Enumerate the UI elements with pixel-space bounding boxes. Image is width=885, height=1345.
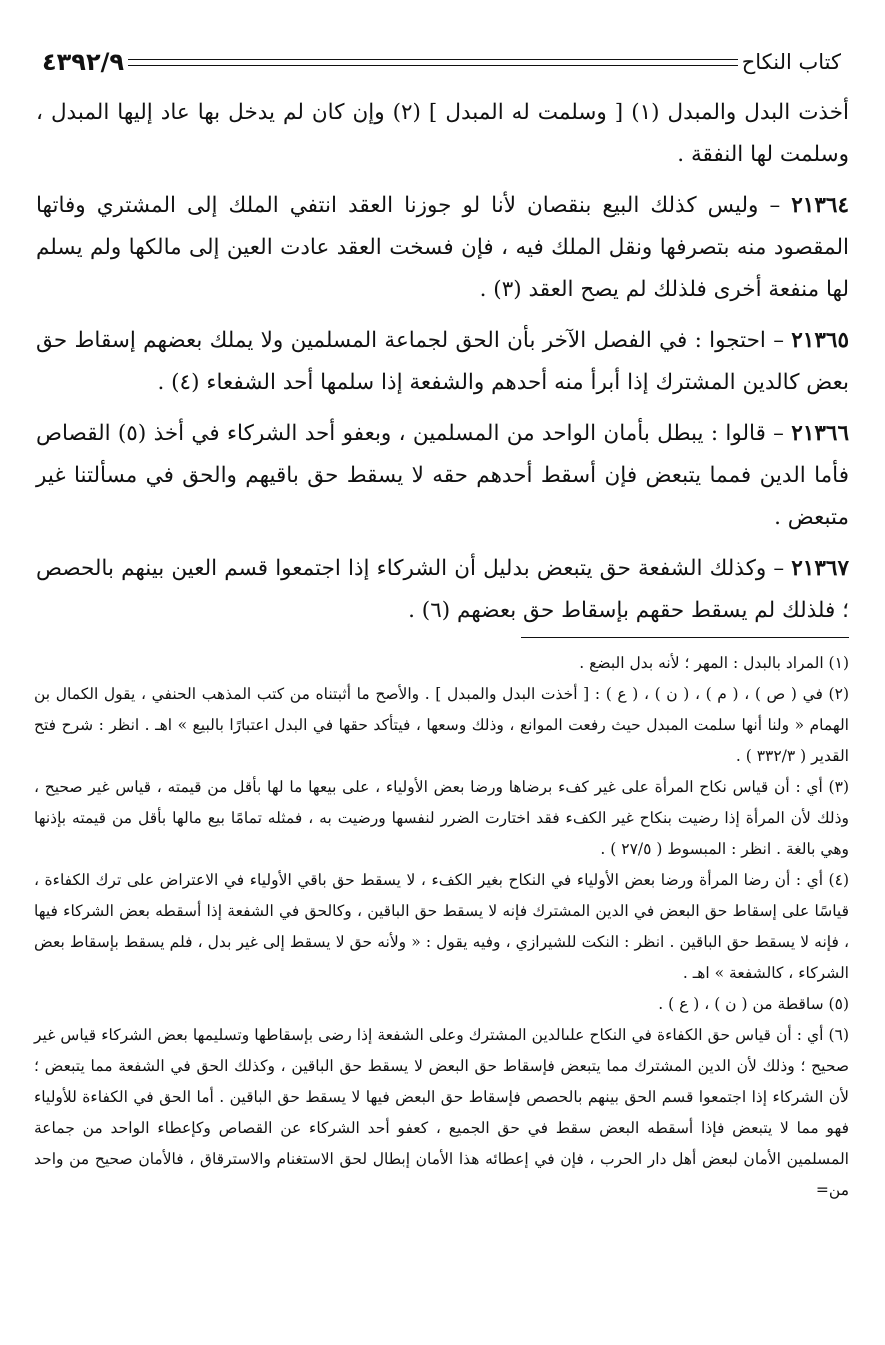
paragraph	[36, 92, 849, 176]
footnote: (٥) ساقطة من ( ن ) ، ( ع ) .	[658, 995, 849, 1013]
paragraph	[36, 185, 849, 311]
paragraph-number: ٢١٣٦٦	[791, 421, 850, 446]
footnote: (٤) أي : أن رضا المرأة ورضا بعض الأولياء في النكاح بغير الكفء ، لا يسقط حق باقي الأولياء في الاعتراض على ترك الكفاءة ، قياسًا على إسقاط حق البعض في الدين المشترك فإنه لا يسقط حق الباقين ، وكالحق في الشفعة إذا أسقطه بعض الشركاء فيها ، فإنه لا يسقط حق الباقين . انظر : النكت للشيرازي ، وفيه يقول : « ولأنه حق لا يسقط إلى غير بدل ، فلم يسقط بإسقاط بعض الشركاء ، كالشفعة » اهـ .	[34, 871, 849, 982]
paragraph-number: ٢١٣٦٧	[791, 556, 849, 581]
footnote-divider	[521, 637, 849, 638]
header-rule	[128, 59, 738, 66]
paragraph-text: – احتجوا : في الفصل الآخر بأن الحق لجماعة المسلمين ولا يملك بعضهم إسقاط حق بعض كالدين المشترك إذا أبرأ منه أحدهم والشفعة إذا سلمها أحد الشفعاء (٤) .	[36, 328, 849, 395]
paragraph	[36, 548, 849, 632]
paragraph-text: – قالوا : يبطل بأمان الواحد من المسلمين ، وبعفو أحد الشركاء في أخذ (٥) القصاص فأما الدين فمما يتبعض فإن أسقط أحدهم حقه لا يسقط حق باقيهم والحق في مسألتنا غير متبعض .	[36, 421, 849, 530]
footnote: (١) المراد بالبدل : المهر ؛ لأنه بدل البضع .	[579, 654, 849, 672]
paragraph-number: ٢١٣٦٤	[791, 193, 849, 218]
paragraph-text: – وليس كذلك البيع بنقصان لأنا لو جوزنا العقد انتفي الملك إلى المشتري وفاتها المقصود منه بتصرفها ونقل الملك فيه ، فإن فسخت العقد عادت العين إلى مالكها ولم يسلم لها منفعة أخرى فلذلك لم يصح العقد (٣) .	[36, 193, 849, 302]
footnote: (٢) في ( ص ) ، ( م ) ، ( ن ) ، ( ع ) : [ أخذت البدل والمبدل ] . والأصح ما أثبتناه من كتب المذهب الحنفي ، يقول الكمال بن الهمام « ولنا أنها سلمت المبدل حيث رفعت الموانع ، وذلك وسعها ، فيتأكد حقها في البدل اعتبارًا بالبيع » اهـ . انظر : شرح فتح القدير ( ٣٣٢/٣ ) .	[34, 685, 849, 765]
main-text	[36, 92, 849, 641]
paragraph	[36, 320, 849, 404]
paragraph-number: ٢١٣٦٥	[791, 328, 849, 353]
paragraph-text: أخذت البدل والمبدل (١) [ وسلمت له المبدل ] (٢) وإن كان لم يدخل بها عاد إليها المبدل ، وسلمت لها النفقة .	[36, 100, 849, 167]
footnote: (٦) أي : أن قياس حق الكفاءة في النكاح علىالدين المشترك وعلى الشفعة إذا رضى بإسقاطها وتسليمها بعض الشركاء قياس غير صحيح ؛ وذلك لأن الدين المشترك مما يتبعض فإسقاط حق البعض لا يسقط حق الباقين ، وكذلك الحق في الشفعة مما يتبعض ؛ لأن الشركاء إذا اجتمعوا قسم الحق بينهم بالحصص فإسقاط حق البعض فيها لا يسقط حق الباقين . أما الحق في الكفاءة للأولياء فهو مما لا يتبعض فإذا أسقطه البعض سقط في حق الجميع ، كعفو أحد الشركاء عن القصاص وكإعطاء الواحد من جماعة المسلمين الأمان لبعض أهل دار الحرب ، فإن في إعطائه هذا الأمان إبطال لحق الاستغنام والاسترقاق ، فالأمان صحيح من واحد من=	[34, 1026, 849, 1199]
footnotes	[34, 648, 849, 1206]
page-header	[34, 44, 849, 80]
page-number: ٤٣٩٢/٩	[42, 48, 125, 76]
paragraph	[36, 413, 849, 539]
book-title: كتاب النكاح	[741, 50, 841, 74]
footnote: (٣) أي : أن قياس نكاح المرأة على غير كفء برضاها ورضا بعض الأولياء ، على بيعها ما لها بأقل من قيمته ، قياس غير صحيح ، وذلك لأن المرأة إذا رضيت بنكاح غير الكفء فقد اختارت الضرر لنفسها ورضيت به ، فمثله تمامًا بيع مالها بأقل من قيمته بإذنها وهي بالغة . انظر : المبسوط ( ٢٧/٥ ) .	[34, 778, 849, 858]
paragraph-text: – وكذلك الشفعة حق يتبعض بدليل أن الشركاء إذا اجتمعوا قسم العين بينهم بالحصص ؛ فلذلك لم يسقط حقهم بإسقاط حق بعضهم (٦) .	[36, 556, 849, 623]
